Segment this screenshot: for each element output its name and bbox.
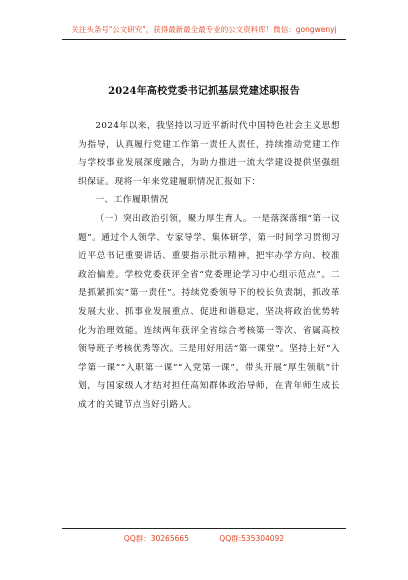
document-body xyxy=(78,117,340,415)
document-title: 2024年高校党委书记抓基层党建述职报告 xyxy=(108,86,300,97)
body-paragraph: （一）突出政治引领，聚力厚生育人。一是落深落细“第一议题”。通过个人领学、专家导学、集体研学，第一时间学习贯彻习近平总书记重要讲话、重要指示批示精神，把牢办学方向、校准政治偏差。学校党委获评全省“党委理论学习中心组示范点”。二是抓紧抓实“第一责任”。持续党委领导下的校长负责制，抓改革发展大业、抓事业发展重点、促进和谐稳定，坚决将政治优势转化为治理效能。连续两年获评全省综合考核第一等次、省属高校领导班子考核优秀等次。三是用好用活“第一课堂”。坚持上好“入学第一课”“入职第一课”“入党第一课”，带头开展“厚生领航”计划，与国家级人才结对担任高知群体政治导师，在青年师生成长成才的关键节点当好引路人。 xyxy=(78,213,340,410)
footer-qq-group-2: QQ群:535304092 xyxy=(219,534,285,543)
section-heading: 一、工作履职情况 xyxy=(95,195,169,206)
intro-paragraph: 2024年以来，我坚持以习近平新时代中国特色社会主义思想为指导，认真履行党建工作第一责任人责任，持续推动党建工作与学校事业发展深度融合，为助力推进一流大学建设提供坚强组织保证。现将一年来党建履职情况汇报如下： xyxy=(78,121,340,187)
header-divider xyxy=(62,39,346,40)
header-banner: 关注头条号"公文研究"，获得最新最全最专业的公文资料库！微信：gongwenyj xyxy=(71,25,337,34)
footer-divider xyxy=(62,528,346,529)
footer-qq-group-1: QQ群：30265665 xyxy=(123,534,189,543)
footer xyxy=(0,533,408,544)
